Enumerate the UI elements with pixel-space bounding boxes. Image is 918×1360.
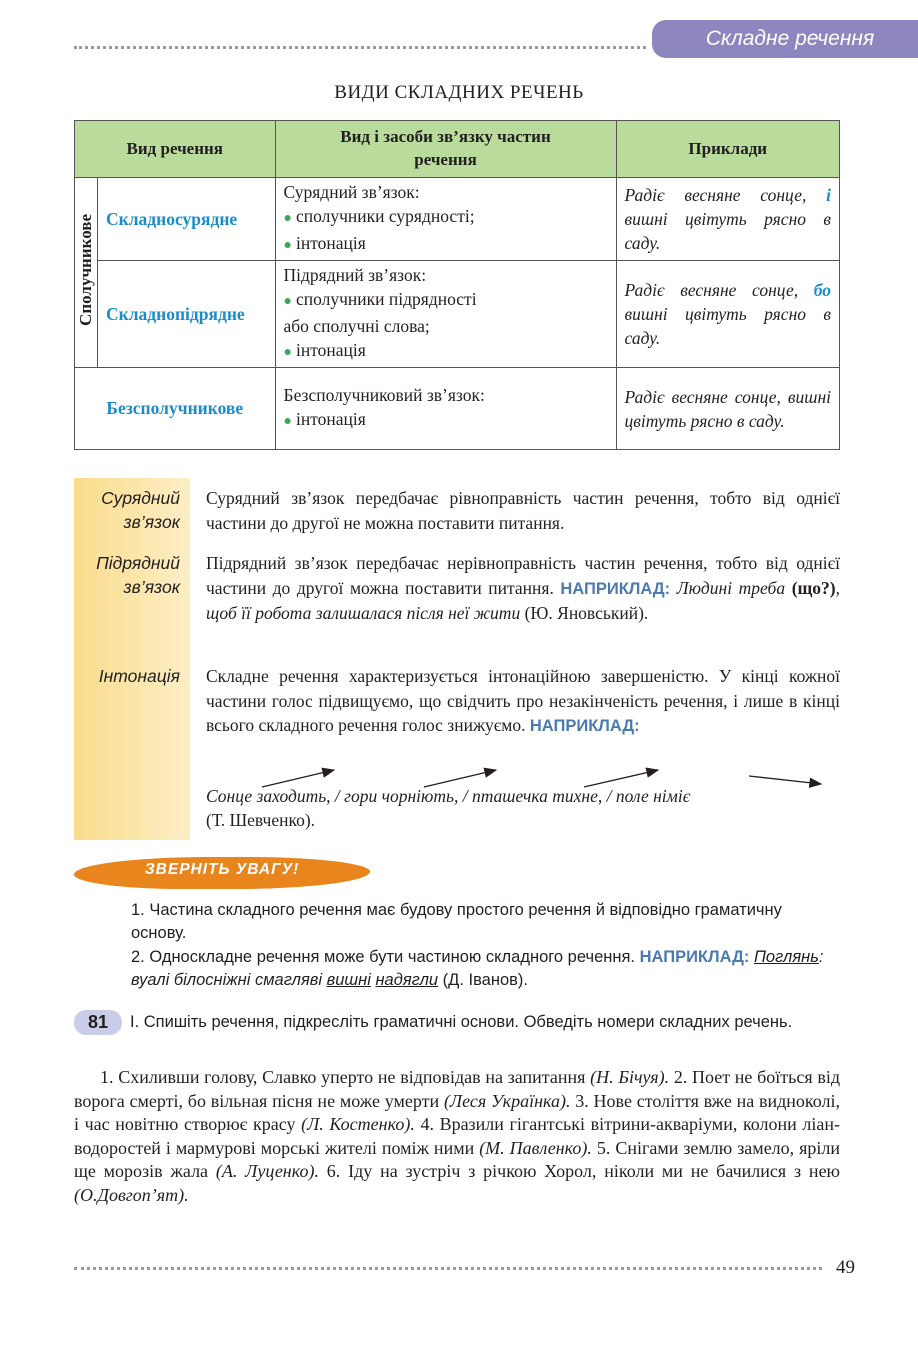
means-title: Безсполучниковий зв’язок: [283,385,485,405]
attention-banner [74,857,370,889]
header-dotted-line [74,46,646,49]
bullet-icon: ● [283,211,292,226]
attention-label: ЗВЕРНІТЬ УВАГУ! [144,861,300,878]
page-number: 49 [836,1257,855,1278]
footer-dotted-line [74,1267,822,1270]
bullet-icon: ● [283,294,292,309]
arrow-down [749,776,821,784]
group-label: Сполучникове [76,214,95,326]
def-subordinate: Підрядний зв’язок передбачає нерівноправність частин речення, тобто від однієї частини до другої можна поставити питання. НАПРИКЛАД: Людині треба (що?), щоб її робота залишалася після неї жити (Ю. Яновський). [206,553,840,623]
bullet-icon: ● [283,414,292,429]
example-cell: Радіє весняне сонце, бо вишні цвітуть рясно в саду. [616,261,839,368]
bullet-icon: ● [283,238,292,253]
example-cell: Радіє весняне сонце, і вишні цвітуть рясно в саду. [616,178,839,261]
exercise-sentences: 1. Схиливши голову, Славко уперто не відповідав на запитання (Н. Бічуя). 2. Поет не боїться від ворога смерті, бо вільная пісня не може умерти (Леся Українка). 3. Нове століття вже на видноколі, і час новітню створює красу (Л. Костенко). 4. Вразили гігантські вітрини-акваріуми, колони ліан-водоростей і мармурові морські жителі поміж ними (М. Павленко). 5. Снігами землю замело, яріли ще морозів жала (А. Луценко). 6. Іду на зустріч з річкою Хорол, ніколи ми не бачилися з нею (О.Довгоп’ят). [74,1067,841,1205]
means-item: ● інтонація [283,340,366,360]
means-cell [275,368,616,450]
table-header-row [75,121,840,178]
def-intonation: Складне речення характеризується інтонаційною завершеністю. У кінці кожної частини голос підвищуємо, що свідчить про незакінченість речення, і лише в кінці всього складного речення голос знижуємо. НАПРИКЛАД: [206,666,840,735]
means-item: ● інтонація [283,409,366,429]
attention-note-2: 2. Односкладне речення може бути частиною складного речення. НАПРИКЛАД: Поглянь: вуалі білосніжні смагляві вишні надягли (Д. Іванов). [131,948,824,989]
terms-sidebar [74,478,190,840]
means-cell [275,178,616,261]
sentence-types-table [74,120,840,450]
type-complex: Складнопідрядне [98,261,276,368]
example-label: НАПРИКЛАД: [560,579,671,598]
def-coordinate: Сурядний зв’язок передбачає рівноправність частин речення, тобто від однієї частини до другої не можна поставити питання. [206,488,840,533]
means-item: ● інтонація [283,233,366,253]
section-tab: Складне речення [652,20,918,58]
table-row [75,368,840,450]
term-subordinate: Підрядний зв’язок [96,553,180,597]
means-extra: або сполучні слова; [283,316,430,336]
term-coordinate: Сурядний зв’язок [101,488,180,532]
intonation-example: Сонце заходить, / гори чорніють, / пташечка тихне, / поле німіє [206,786,691,806]
means-cell [275,261,616,368]
conjunction: бо [813,280,831,300]
header-examples: Приклади [616,121,839,178]
example-label: НАПРИКЛАД: [529,717,640,735]
conjunction: і [826,185,831,205]
type-asyndetic: Безсполучникове [75,368,276,450]
means-title: Підрядний зв’язок: [283,265,427,285]
attention-note-1: 1. Частина складного речення має будову простого речення й відповідно граматичну основу. [131,901,782,942]
means-title: Сурядний зв’язок: [283,182,420,202]
table-row [75,178,840,261]
table-title: ВИДИ СКЛАДНИХ РЕЧЕНЬ [334,82,584,103]
intonation-example-source: (Т. Шевченко). [206,810,316,830]
type-compound: Складносурядне [98,178,276,261]
term-intonation: Інтонація [98,666,180,686]
bullet-icon: ● [283,345,292,360]
example-cell: Радіє весняне сонце, вишні цвітуть рясно в саду. [616,368,839,450]
header-type: Вид речення [75,121,276,178]
means-item: ● сполучники сурядності; [283,206,475,226]
table-row [75,261,840,368]
header-means: Вид і засоби зв’язку частин речення [275,121,616,178]
exercise-task: І. Спишіть речення, підкресліть граматичні основи. Обведіть номери складних речень. [130,1013,793,1031]
exercise-number: 81 [74,1010,122,1035]
means-item: ● сполучники підрядності [283,289,477,309]
example-label: НАПРИКЛАД: [639,948,750,966]
group-label-cell [75,178,98,368]
